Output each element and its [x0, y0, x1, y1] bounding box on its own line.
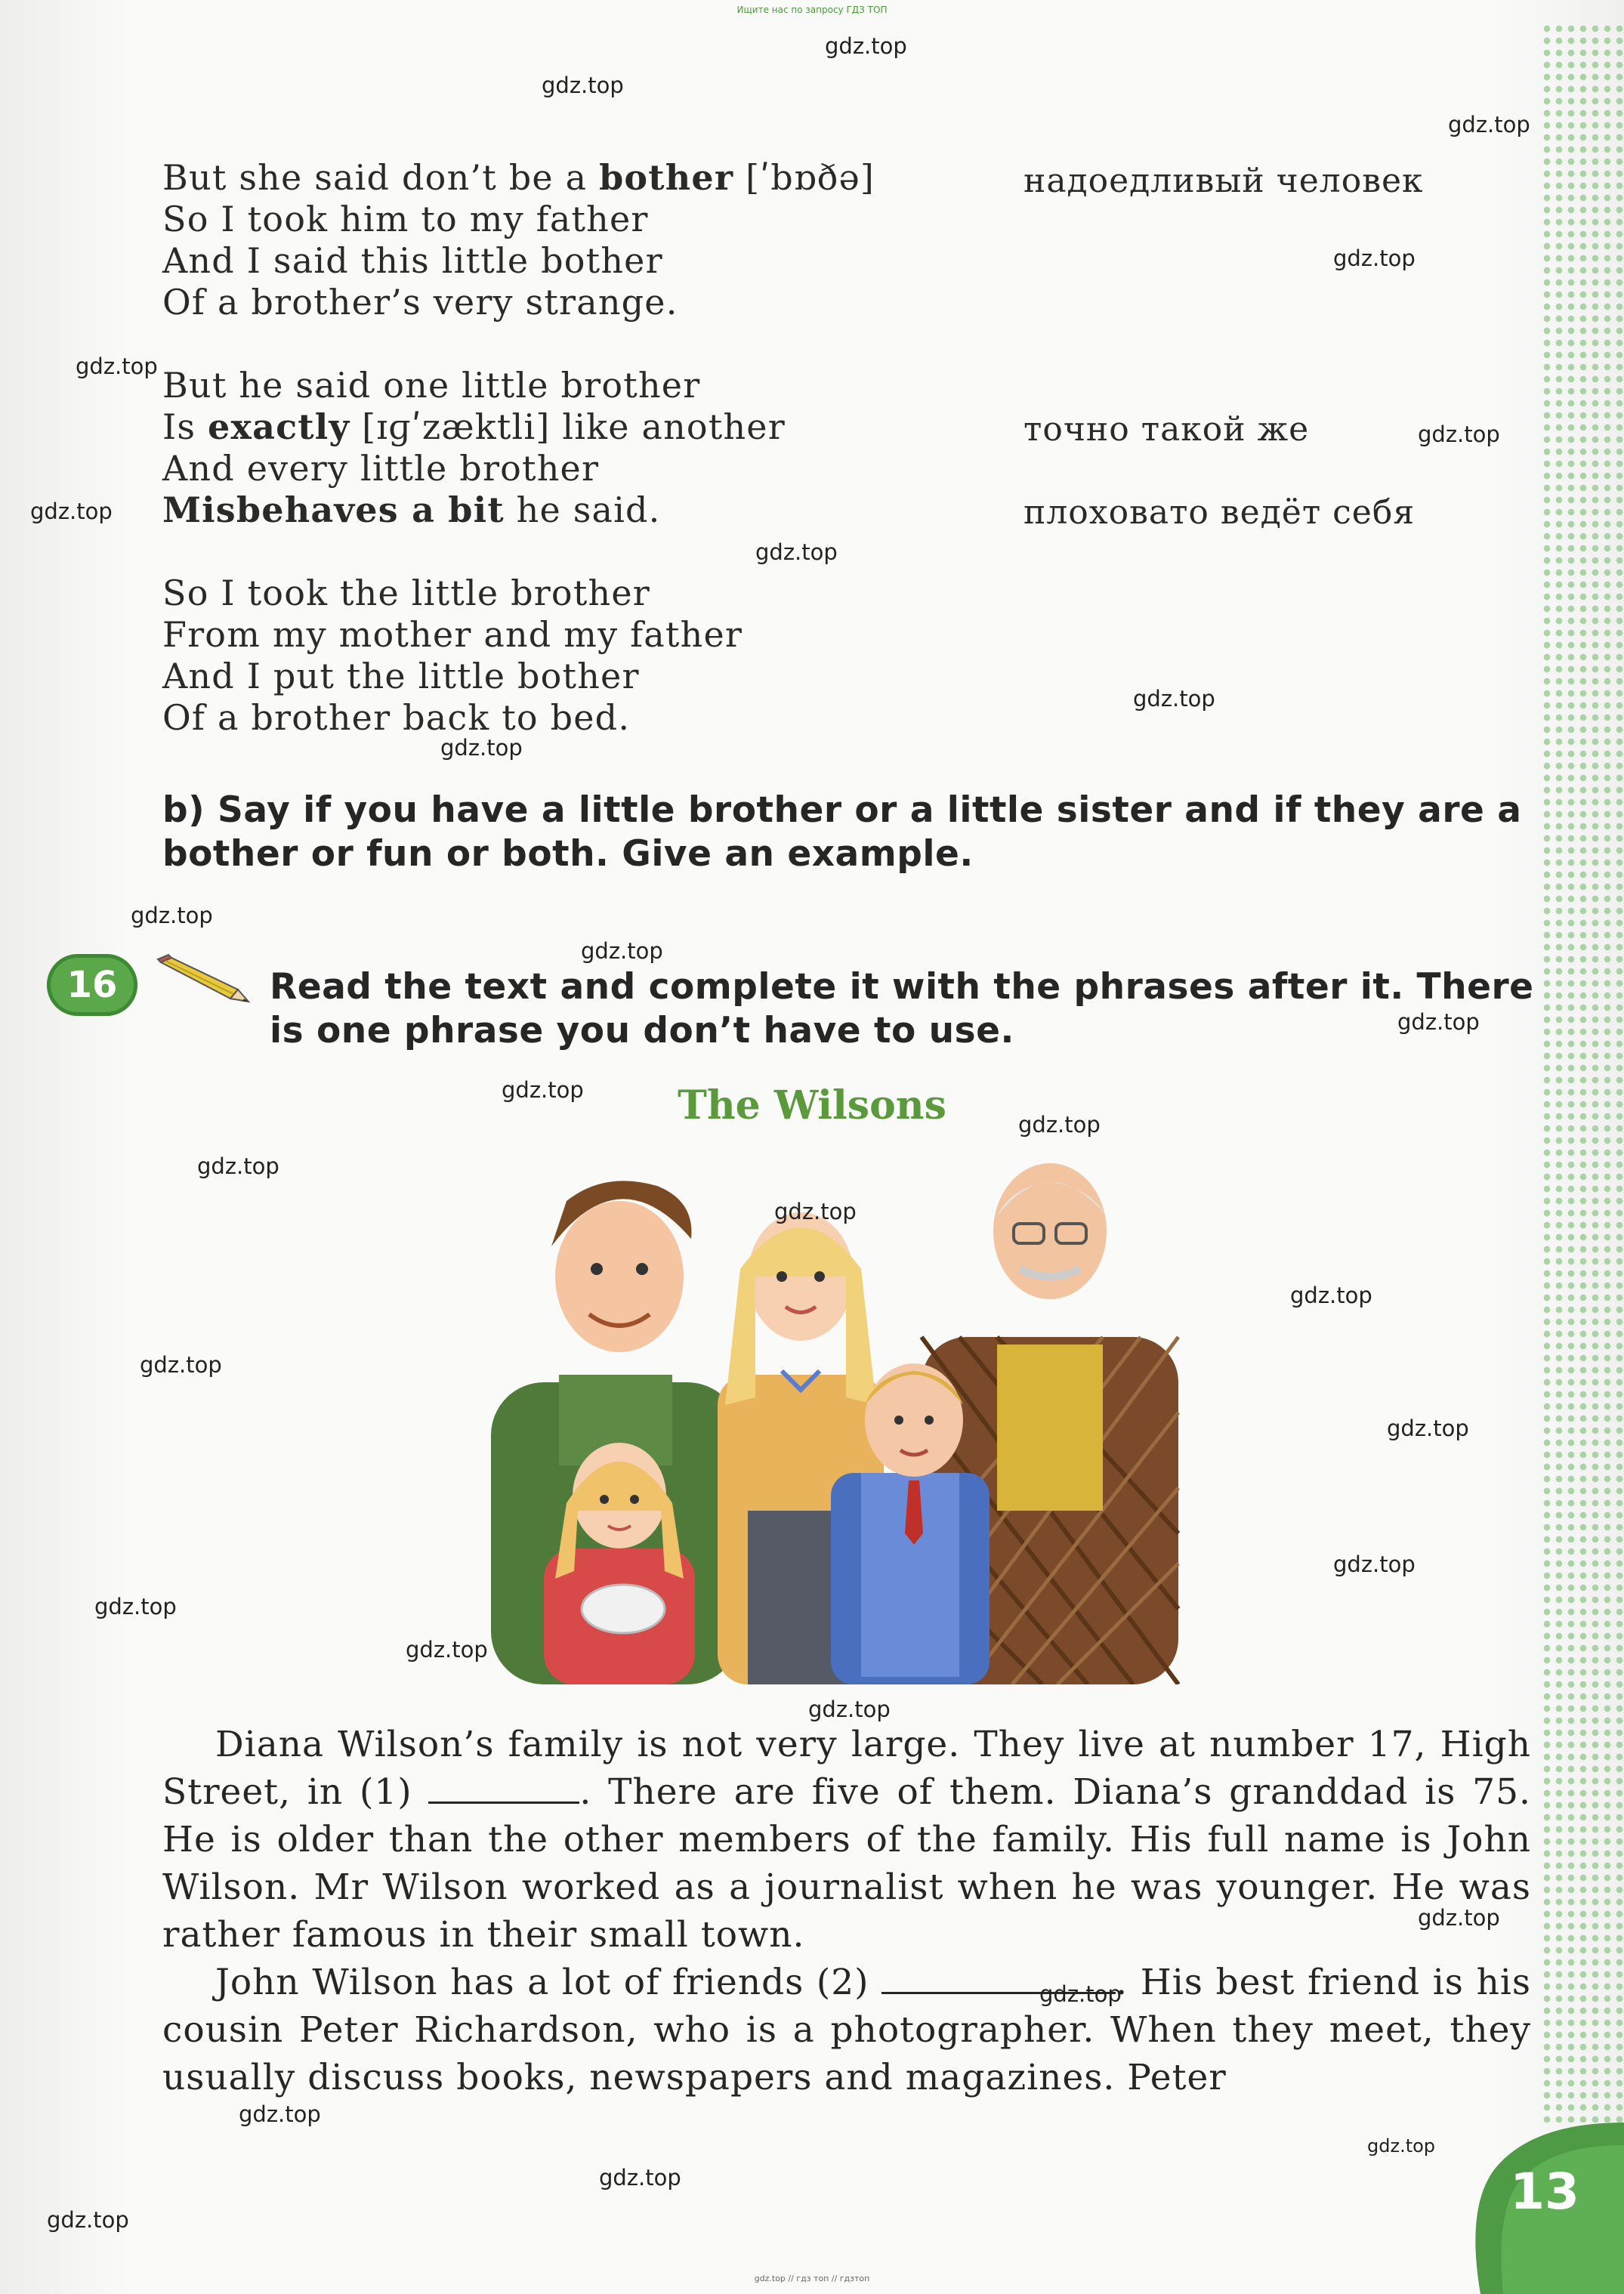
- gloss-misbehaves: плоховато ведёт себя: [1023, 493, 1416, 532]
- watermark: gdz.top: [440, 735, 523, 761]
- footer-note: gdz.top // гдз топ // гдзтоп: [754, 2274, 870, 2283]
- watermark: gdz.top: [1397, 1009, 1480, 1035]
- watermark: gdz.top: [30, 499, 113, 524]
- watermark: gdz.top: [1290, 1283, 1372, 1308]
- watermark: gdz.top: [140, 1352, 222, 1378]
- watermark: gdz.top: [774, 1199, 857, 1224]
- exercise-16-instruction: Read the text and complete it with the phrases after it. There is one phrase you don’t have to use.: [270, 966, 1534, 1051]
- paragraph-2: John Wilson has a lot of friends (2) . His best friend is his cousin Peter Richardson, who is a photographer. When they meet, they usually discuss books, newspapers and magazines. Peter: [162, 1962, 1531, 2098]
- poem-line: Of a brother’s very strange.: [162, 282, 678, 323]
- watermark: gdz.top: [197, 1153, 279, 1179]
- watermark: gdz.top: [239, 2101, 321, 2127]
- poem-line: But she said don’t be a bother [ʹbɒðə]: [162, 157, 875, 198]
- exercise-number-badge: 16: [47, 954, 137, 1016]
- watermark: gdz.top: [1018, 1112, 1101, 1138]
- poem-line: But he said one little brother: [162, 365, 701, 406]
- family-illustration: [468, 1156, 1224, 1684]
- watermark: gdz.top: [755, 539, 838, 565]
- gloss-bother: надоедливый человек: [1023, 162, 1424, 200]
- watermark: gdz.top: [502, 1077, 584, 1103]
- watermark: gdz.top: [131, 903, 213, 928]
- watermark: gdz.top: [581, 938, 663, 964]
- watermark: gdz.top: [542, 73, 624, 98]
- page-number: 13: [1510, 2163, 1579, 2221]
- watermark: gdz.top: [1039, 1981, 1122, 2007]
- poem-line: From my mother and my father: [162, 614, 743, 655]
- watermark: gdz.top: [94, 1594, 177, 1619]
- watermark: gdz.top: [599, 2165, 681, 2191]
- story-title: The Wilsons: [678, 1082, 946, 1128]
- poem-line: So I took the little brother: [162, 573, 650, 613]
- watermark: gdz.top: [825, 33, 907, 59]
- watermark: gdz.top: [1333, 1551, 1416, 1577]
- watermark: gdz.top: [76, 354, 158, 379]
- watermark: gdz.top: [406, 1637, 488, 1663]
- watermark: gdz.top: [808, 1697, 891, 1722]
- poem-line: And every little brother: [162, 448, 600, 489]
- poem-spacer: [162, 323, 875, 365]
- poem-line: And I said this little bother: [162, 240, 663, 281]
- watermark: gdz.top: [47, 2207, 129, 2233]
- poem-line: And I put the little bother: [162, 656, 640, 696]
- watermark: gdz.top: [1133, 686, 1215, 712]
- header-note: Ищите нас по запросу ГДЗ ТОП: [736, 5, 888, 15]
- watermark: gdz.top: [1418, 1905, 1500, 1931]
- task-b: b) Say if you have a little brother or a little sister and if they are a bother or fun or both. Give an example.: [162, 789, 1522, 875]
- poem-line: Is exactly [ɪɡʹzæktli] like another: [162, 406, 786, 447]
- decorative-dot-strip: [1541, 23, 1624, 2123]
- story-text: [162, 1721, 1531, 2101]
- poem-line: Misbehaves a bit he said.: [162, 489, 661, 530]
- paragraph-1: Diana Wilson’s family is not very large. They live at number 17, High Street, in (1) . There are five of them. Diana’s granddad is 75. He is older than the other members of the family. His full name is John Wilson. Mr Wilson worked as a journalist when he was younger. He was rather famous in their small town.: [162, 1724, 1531, 1956]
- poem-line: So I took him to my father: [162, 199, 649, 239]
- poem: [162, 157, 875, 739]
- poem-line: Of a brother back to bed.: [162, 697, 631, 738]
- watermark: gdz.top: [1418, 421, 1500, 447]
- watermark: gdz.top: [1333, 245, 1416, 271]
- watermark: gdz.top: [1448, 112, 1530, 137]
- watermark: gdz.top: [1387, 1416, 1469, 1441]
- gap-1-blank[interactable]: [428, 1773, 579, 1804]
- watermark: gdz.top: [1367, 2135, 1436, 2157]
- gloss-exactly: точно такой же: [1023, 410, 1310, 449]
- pencil-icon: [155, 953, 253, 1006]
